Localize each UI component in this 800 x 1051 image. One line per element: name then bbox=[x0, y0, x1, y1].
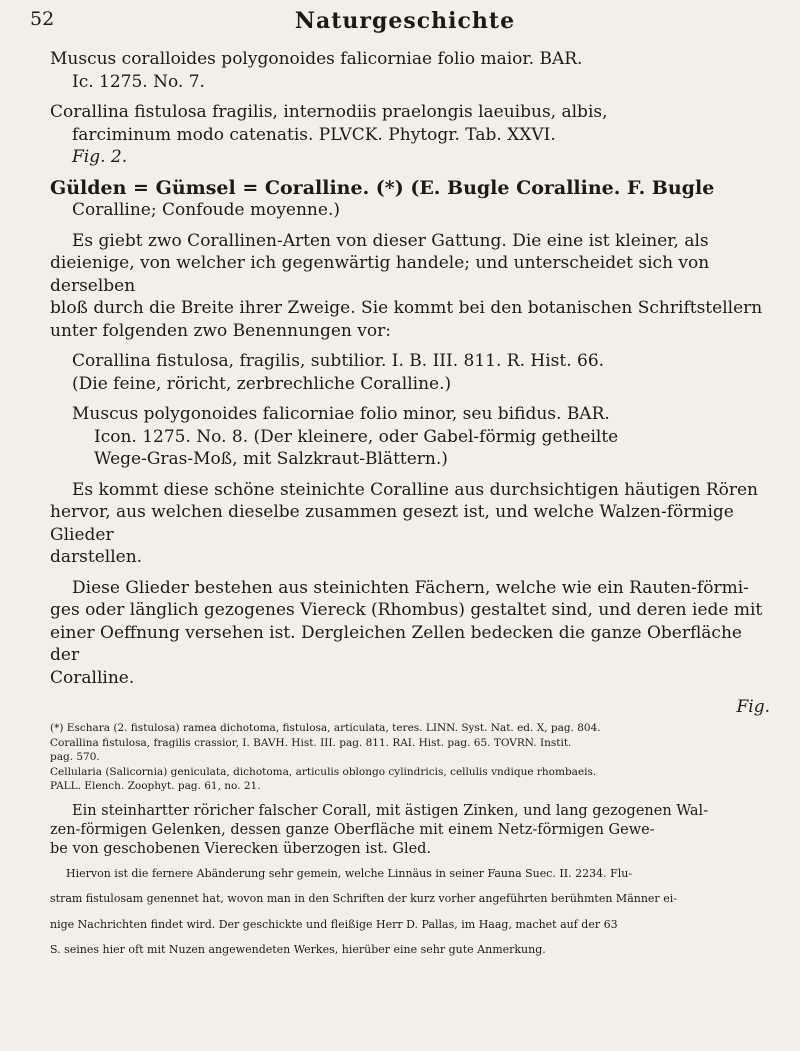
text-line: zen-förmigen Gelenken, dessen ganze Oberfläche mit einem Netz-förmigen Gewe- bbox=[50, 821, 655, 838]
figure-label: Fig. bbox=[736, 697, 770, 717]
synonym-entry-3 bbox=[50, 350, 770, 395]
text-line: dieienige, von welcher ich gegenwärtig handele; und unterscheidet sich von derselben bbox=[50, 253, 710, 296]
synonym-entry-1 bbox=[50, 48, 770, 93]
synonym-entry-2 bbox=[50, 101, 770, 169]
text-line: Hiervon ist die fernere Abänderung sehr gemein, welche Linnäus in seiner Fauna Suec. II. 2234. Flu- bbox=[66, 866, 633, 880]
text-line: Fig. 2. bbox=[72, 147, 128, 167]
text-line: bloß durch die Breite ihrer Zweige. Sie kommt bei den botanischen Schriftstellern bbox=[50, 298, 763, 318]
page-body bbox=[50, 48, 770, 969]
running-head: Naturgeschichte bbox=[294, 8, 516, 34]
text-line: Diese Glieder bestehen aus steinichten Fächern, welche wie ein Rauten-förmi- bbox=[72, 577, 749, 598]
title-line: Gülden = Gümsel = Coralline. (*) (E. Bugle Coralline. F. Bugle bbox=[50, 176, 715, 199]
text-line: Es giebt zwo Corallinen-Arten von dieser Gattung. Die eine ist kleiner, als bbox=[72, 230, 709, 251]
footnote-line: PALL. Elench. Zoophyt. pag. 61, no. 21. bbox=[50, 780, 261, 792]
text-line: Corallina fistulosa fragilis, internodiis praelongis laeuibus, albis, bbox=[50, 102, 608, 122]
title-line: Coralline; Confoude moyenne.) bbox=[72, 200, 340, 220]
text-line: nige Nachrichten findet wird. Der geschickte und fleißige Herr D. Pallas, im Haag, machet auf der 63 bbox=[50, 917, 618, 931]
text-line: Ic. 1275. No. 7. bbox=[72, 71, 205, 92]
page-header bbox=[30, 8, 780, 40]
species-title bbox=[50, 177, 770, 222]
paragraph-1 bbox=[50, 230, 770, 343]
text-line: Muscus coralloides polygonoides falicorniae folio maior. BAR. bbox=[50, 49, 583, 69]
text-line: Wege-Gras-Moß, mit Salzkraut-Blättern.) bbox=[94, 449, 448, 469]
text-line: Ein steinhartter röricher falscher Corall, mit ästigen Zinken, und lang gezogenen Wal- bbox=[72, 802, 709, 819]
footnote-line: pag. 570. bbox=[50, 751, 100, 763]
footnote-line: Corallina fistulosa, fragilis crassior, I. BAVH. Hist. III. pag. 811. RAI. Hist. pag. 65. TOVRN. Instit. bbox=[50, 736, 572, 749]
remark-block bbox=[50, 867, 770, 958]
page-number: 52 bbox=[30, 8, 55, 30]
paragraph-2 bbox=[50, 479, 770, 569]
text-line: Muscus polygonoides falicorniae folio minor, seu bifidus. BAR. bbox=[72, 404, 610, 424]
text-line: S. seines hier oft mit Nuzen angewendeten Werkes, hierüber eine sehr gute Anmerkung. bbox=[50, 943, 546, 956]
footnote-line: Cellularia (Salicornia) geniculata, dichotoma, articulis oblongo cylindricis, cellulis vndique rhombaeis. bbox=[50, 765, 597, 778]
text-line: darstellen. bbox=[50, 547, 143, 567]
text-line: unter folgenden zwo Benennungen vor: bbox=[50, 320, 391, 341]
text-line: Icon. 1275. No. 8. (Der kleinere, oder Gabel-förmig getheilte bbox=[94, 426, 619, 447]
text-line: be von geschobenen Vierecken überzogen ist. Gled. bbox=[50, 840, 432, 857]
text-line: einer Oeffnung versehen ist. Dergleichen Zellen bedecken die ganze Oberfläche der bbox=[50, 622, 742, 665]
description-block bbox=[50, 802, 770, 859]
text-line: Coralline. bbox=[50, 667, 135, 688]
text-line: Corallina fistulosa, fragilis, subtilior. I. B. III. 811. R. Hist. 66. bbox=[72, 351, 605, 371]
text-line: Es kommt diese schöne steinichte Coralline aus durchsichtigen häutigen Rören bbox=[72, 479, 758, 500]
text-line: stram fistulosam genennet hat, wovon man in den Schriften der kurz vorher angeführten berühmten Männer ei- bbox=[50, 892, 677, 905]
synonym-entry-4 bbox=[50, 403, 770, 471]
paragraph-3 bbox=[50, 577, 770, 690]
footnotes bbox=[50, 721, 770, 794]
text-line: hervor, aus welchen dieselbe zusammen gesezt ist, und welche Walzen-förmige Glieder bbox=[50, 502, 734, 545]
text-line: ges oder länglich gezogenes Viereck (Rhombus) gestaltet sind, und deren iede mit bbox=[50, 600, 763, 620]
text-line: (Die feine, röricht, zerbrechliche Coralline.) bbox=[72, 373, 452, 394]
footnote-line: (*) Eschara (2. fistulosa) ramea dichotoma, fistulosa, articulata, teres. LINN. Syst. Nat. ed. X, pag. 804. bbox=[50, 722, 601, 734]
text-line: farciminum modo catenatis. PLVCK. Phytogr. Tab. XXVI. bbox=[72, 124, 556, 145]
